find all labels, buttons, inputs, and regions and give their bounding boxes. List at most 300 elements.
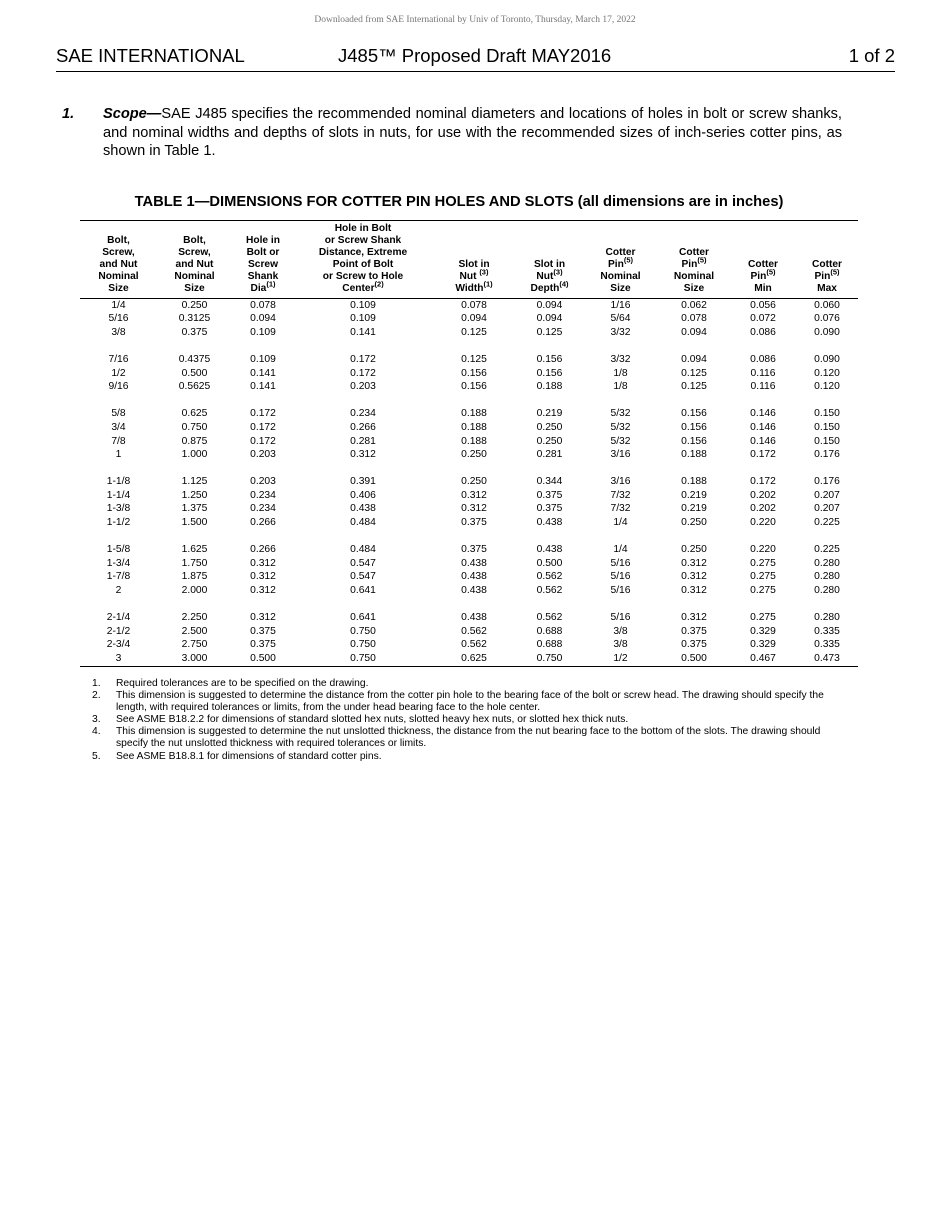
table-cell: 0.467: [730, 652, 796, 666]
table-cell: 0.688: [536, 625, 563, 637]
table-row: [80, 625, 858, 639]
table-cell: 0.203: [250, 476, 276, 488]
table-cell: 0.156: [536, 353, 563, 365]
table-cell: 0.4375: [178, 353, 211, 365]
table-cell: 0.090: [814, 353, 840, 365]
table-cell: 1/4: [613, 517, 628, 529]
table-cell: 1-1/8: [106, 476, 131, 488]
table-cell: 0.312: [681, 585, 707, 597]
table-row: [80, 407, 858, 421]
table-cell: 2: [115, 585, 122, 597]
table-cell: 0.473: [796, 652, 858, 666]
footnote-ref: (3): [479, 267, 489, 277]
table-cell: 0.072: [750, 313, 776, 325]
table-cell: 5/16: [108, 313, 129, 325]
table-cell: 0.280: [814, 557, 840, 569]
table-cell: 1.875: [181, 571, 208, 583]
table-cell: 0.094: [536, 299, 563, 311]
table-cell: 0.562: [536, 612, 563, 624]
column-header: [583, 221, 658, 299]
group-spacer: [80, 394, 858, 408]
table-cell: 0.562: [536, 571, 563, 583]
table-cell: 5/16: [610, 585, 631, 597]
table-cell: 0.202: [750, 489, 776, 501]
table-cell: 0.547: [350, 571, 376, 583]
table-row: [80, 421, 858, 435]
table-cell: 0.275: [750, 612, 776, 624]
table-cell: 5/16: [610, 571, 631, 583]
table-cell: 1-5/8: [106, 544, 131, 556]
column-header-line: Nut: [536, 271, 554, 283]
table-cell: 0.060: [814, 299, 840, 311]
table-row: [80, 326, 858, 340]
column-header-line: Dia: [250, 283, 267, 295]
spacer-cell: [80, 394, 858, 408]
table-cell: 0.312: [461, 489, 487, 501]
table-row: [80, 475, 858, 489]
table-cell: 0.150: [814, 408, 840, 420]
table-cell: 0.500: [536, 557, 563, 569]
footnote-item: [92, 678, 840, 690]
column-header: [294, 221, 432, 299]
table-cell: 0.750: [294, 652, 432, 666]
table-cell: 5/16: [610, 557, 631, 569]
table-cell: 0.266: [250, 517, 276, 529]
table-cell: 0.172: [250, 421, 276, 433]
page-number: 1 of 2: [848, 45, 895, 66]
column-header-line: Width: [455, 283, 484, 295]
table-cell: 0.076: [814, 313, 840, 325]
table-cell: 0.234: [350, 408, 376, 420]
table-cell: 9/16: [108, 381, 129, 393]
table-cell: 0.750: [350, 625, 376, 637]
table-cell: 0.094: [681, 353, 707, 365]
scope-text: SAE J485 specifies the recommended nominal diameters and locations of holes in bolt or screw shanks, and nominal widths and depths of slots in nuts, for use with the recommended sizes of inch-series cotter pins, as shown in Table 1.: [103, 106, 842, 160]
table-cell: 0.484: [350, 517, 376, 529]
table-cell: 0.125: [681, 367, 707, 379]
table-cell: 0.266: [350, 421, 376, 433]
table-cell: 0.188: [461, 421, 487, 433]
footnote-text: See ASME B18.2.2 for dimensions of standard slotted hex nuts, slotted heavy hex nuts, or slotted hex thick nuts.: [116, 714, 629, 726]
column-header: [157, 221, 232, 299]
table-cell: 2.500: [181, 625, 208, 637]
table-cell: 0.109: [250, 326, 276, 338]
table-cell: 0.203: [250, 449, 276, 461]
table-cell: 1-3/4: [106, 557, 131, 569]
table-cell: 1-1/4: [106, 489, 131, 501]
section-title: Scope: [103, 106, 147, 122]
column-header-line: Point of Bolt: [332, 259, 394, 271]
table-cell: 0.375: [536, 503, 563, 515]
table-cell: 0.625: [432, 652, 516, 666]
table-cell: 0.188: [681, 449, 707, 461]
table-cell: 0.220: [750, 517, 776, 529]
column-header-line: Cotter: [605, 247, 636, 259]
table-cell: 5/64: [610, 313, 631, 325]
table-cell: 7/32: [610, 503, 631, 515]
table-cell: 1.625: [181, 544, 208, 556]
table-cell: 0.156: [461, 381, 487, 393]
table-row: [80, 380, 858, 394]
footnote-number: 1.: [92, 678, 101, 689]
table-cell: 0.266: [250, 544, 276, 556]
table-cell: 1/16: [610, 299, 631, 311]
table-cell: 0.120: [814, 367, 840, 379]
table-cell: 0.625: [181, 408, 208, 420]
download-notice: Downloaded from SAE International by Univ of Toronto, Thursday, March 17, 2022: [314, 15, 636, 25]
table-cell: 2-3/4: [106, 639, 131, 651]
table-cell: 0.312: [681, 571, 707, 583]
column-header-line: Screw: [247, 259, 278, 271]
table-row: [80, 516, 858, 530]
table-cell: 1/2: [111, 367, 126, 379]
column-header: [796, 221, 858, 299]
footnotes: [92, 678, 840, 763]
column-header-line: Bolt or: [246, 247, 280, 259]
table-cell: 1-3/8: [106, 503, 131, 515]
table-cell: 0.188: [536, 381, 563, 393]
column-header-line: Nominal: [600, 271, 641, 283]
column-header-line: Cotter: [679, 247, 709, 259]
table-cell: 0.250: [181, 299, 208, 311]
column-header-line: or Screw to Hole: [322, 271, 404, 283]
table-cell: 0.250: [536, 435, 563, 447]
spacer-cell: [80, 339, 858, 353]
table-cell: 3/32: [610, 353, 631, 365]
table-cell: 0.750: [350, 639, 376, 651]
column-header: [232, 221, 294, 299]
table-cell: 0.172: [750, 476, 776, 488]
column-header-line: Min: [754, 283, 772, 295]
table-cell: 0.275: [750, 557, 776, 569]
footnote-ref: (5): [766, 267, 776, 277]
table-cell: 0.219: [681, 503, 707, 515]
table-cell: 0.078: [681, 313, 707, 325]
column-header-line: Cotter: [748, 259, 778, 271]
table-title: TABLE 1—DIMENSIONS FOR COTTER PIN HOLES AND SLOTS (all dimensions are in inches): [134, 194, 784, 210]
table-cell: 0.750: [516, 652, 583, 666]
table-cell: 0.312: [681, 612, 707, 624]
table-cell: 3/8: [111, 326, 126, 338]
table-cell: 7/16: [108, 353, 129, 365]
table-cell: 0.438: [536, 517, 563, 529]
table-cell: 0.056: [750, 299, 776, 311]
table-cell: 0.312: [350, 449, 376, 461]
table-cell: 1/4: [613, 544, 628, 556]
table-cell: 0.500: [232, 652, 294, 666]
table-cell: 1-7/8: [106, 571, 131, 583]
table-cell: 0.150: [814, 435, 840, 447]
table-cell: 0.156: [461, 367, 487, 379]
column-header-line: Size: [108, 283, 129, 295]
table-cell: 0.438: [536, 544, 563, 556]
table-cell: 0.120: [814, 381, 840, 393]
table-cell: 0.094: [536, 313, 563, 325]
table-row: [80, 611, 858, 625]
table-cell: 0.234: [250, 503, 276, 515]
footnote-ref: (1): [483, 280, 493, 290]
spacer-cell: [80, 462, 858, 476]
table-cell: 3.000: [157, 652, 232, 666]
table-cell: 1/8: [613, 381, 628, 393]
organization-name: SAE INTERNATIONAL: [56, 45, 245, 66]
table-cell: 0.125: [461, 353, 487, 365]
table-cell: 0.156: [681, 421, 707, 433]
table-cell: 1/8: [613, 367, 628, 379]
table-cell: 0.688: [536, 639, 563, 651]
table-cell: 0.219: [536, 408, 563, 420]
column-header-line: and Nut: [175, 259, 214, 271]
column-header-line: Depth: [530, 283, 560, 295]
table-cell: 3/8: [613, 625, 628, 637]
table-cell: 0.146: [750, 435, 776, 447]
column-header-line: Center: [342, 283, 375, 295]
column-header-line: Pin: [607, 259, 624, 271]
table-cell: 0.280: [814, 612, 840, 624]
table-cell: 0.188: [461, 435, 487, 447]
table-cell: 0.391: [350, 476, 376, 488]
table-row: [80, 638, 858, 652]
table-cell: 2.250: [181, 612, 208, 624]
column-header-line: Nut: [459, 271, 480, 283]
table-cell: 0.438: [461, 557, 487, 569]
table-cell: 0.086: [750, 353, 776, 365]
footnote-item: [92, 726, 840, 750]
column-header-line: Pin: [681, 259, 698, 271]
table-cell: 0.109: [350, 299, 376, 311]
column-header-line: Cotter: [812, 259, 842, 271]
table-cell: 0.312: [250, 585, 276, 597]
table-cell: 0.312: [461, 503, 487, 515]
table-cell: 0.172: [350, 353, 376, 365]
column-header-line: Screw,: [102, 247, 135, 259]
column-header: [730, 221, 796, 299]
column-header-line: Distance, Extreme: [318, 247, 408, 259]
column-header-line: or Screw Shank: [324, 235, 402, 247]
table-row: [80, 435, 858, 449]
table-cell: 0.109: [250, 353, 276, 365]
spacer-cell: [80, 530, 858, 544]
table-cell: 0.188: [461, 408, 487, 420]
scope-section: [62, 105, 842, 161]
table-cell: 0.156: [536, 367, 563, 379]
table-cell: 5/32: [610, 408, 631, 420]
column-header-line: Bolt,: [183, 235, 206, 247]
spacer-cell: [80, 598, 858, 612]
footnote-number: 5.: [92, 750, 101, 762]
table-cell: 0.641: [350, 585, 376, 597]
table-cell: 0.225: [814, 544, 840, 556]
table-cell: 0.125: [536, 326, 563, 338]
table-cell: 0.562: [461, 625, 487, 637]
table-cell: 0.329: [750, 639, 776, 651]
scope-paragraph: [103, 105, 842, 161]
table-cell: 1.000: [181, 449, 208, 461]
column-header-line: Nominal: [98, 271, 139, 283]
table-cell: 0.375: [681, 639, 707, 651]
table-cell: 7/8: [111, 435, 126, 447]
table-cell: 1: [115, 449, 122, 461]
table-cell: 3/8: [613, 639, 628, 651]
table-cell: 0.275: [750, 571, 776, 583]
footnote-number: 4.: [92, 726, 101, 738]
table-cell: 2-1/4: [106, 612, 131, 624]
table-row: [80, 652, 858, 666]
table-cell: 1.750: [181, 557, 208, 569]
table-cell: 0.344: [536, 476, 563, 488]
footnote-item: [92, 751, 840, 763]
table-row: [80, 502, 858, 516]
group-spacer: [80, 462, 858, 476]
table-cell: 3/16: [610, 476, 631, 488]
table-cell: 0.094: [681, 326, 707, 338]
footnote-text: See ASME B18.8.1 for dimensions of standard cotter pins.: [116, 750, 382, 762]
table-cell: 0.375: [461, 517, 487, 529]
table-cell: 0.250: [536, 421, 563, 433]
footnote-ref: (5): [830, 267, 840, 277]
table-cell: 0.3125: [178, 313, 211, 325]
table-row: [80, 489, 858, 503]
table-cell: 0.172: [250, 408, 276, 420]
footnote-number: 2.: [92, 690, 101, 702]
footnote-text: Required tolerances are to be specified on the drawing.: [116, 678, 369, 689]
column-header-line: Bolt,: [107, 235, 130, 247]
table-cell: 0.484: [350, 544, 376, 556]
table-cell: 0.280: [814, 571, 840, 583]
table-cell: 0.176: [814, 449, 840, 461]
table-cell: 0.188: [681, 476, 707, 488]
table-cell: 0.086: [750, 326, 776, 338]
table-cell: 5/8: [111, 408, 126, 420]
footnote-text: This dimension is suggested to determine the distance from the cotter pin hole to the bearing face of the bolt or screw head. The drawing should specify the length, with required tolerances or limits, from the under head bearing face to the hole center.: [116, 690, 824, 714]
table-cell: 5/32: [610, 435, 631, 447]
table-body: [80, 298, 858, 666]
table-cell: 0.562: [536, 585, 563, 597]
column-header-line: Nominal: [174, 271, 215, 283]
column-header-line: Shank: [247, 271, 279, 283]
footnote-ref: (5): [623, 255, 634, 265]
table-cell: 0.438: [350, 503, 376, 515]
table-cell: 2-1/2: [106, 625, 131, 637]
table-cell: 1.375: [181, 503, 208, 515]
table-cell: 0.375: [681, 625, 707, 637]
table-cell: 0.406: [350, 489, 376, 501]
table-cell: 0.090: [814, 326, 840, 338]
footnote-ref: (3): [553, 267, 563, 277]
table-cell: 0.156: [681, 435, 707, 447]
table-header-row: [80, 221, 858, 299]
group-spacer: [80, 339, 858, 353]
table-cell: 0.875: [181, 435, 208, 447]
table-cell: 0.172: [250, 435, 276, 447]
table-cell: 0.207: [814, 489, 840, 501]
table-cell: 0.141: [250, 381, 276, 393]
table-row: [80, 298, 858, 312]
table-cell: 0.250: [681, 517, 707, 529]
column-header-line: Hole in: [246, 235, 280, 247]
table-cell: 0.438: [461, 612, 487, 624]
table-cell: 0.150: [814, 421, 840, 433]
table-cell: 0.641: [350, 612, 376, 624]
section-title-dash: —: [146, 106, 162, 122]
column-header-line: Hole in Bolt: [334, 223, 392, 234]
table-cell: 0.207: [814, 503, 840, 515]
table-cell: 5/32: [610, 421, 631, 433]
table-cell: 3/16: [610, 449, 631, 461]
column-header-line: Size: [184, 283, 205, 295]
table-cell: 2.000: [181, 585, 208, 597]
column-header-line: Size: [610, 283, 631, 295]
table-cell: 0.375: [536, 489, 563, 501]
column-header-line: Size: [683, 283, 705, 295]
footnote-ref: (1): [266, 280, 276, 290]
table-cell: 0.172: [350, 367, 376, 379]
column-header-line: Nominal: [673, 271, 715, 283]
table-cell: 0.5625: [178, 381, 211, 393]
table-cell: 0.094: [461, 313, 487, 325]
footnote-ref: (2): [374, 280, 384, 290]
table-cell: 0.547: [350, 557, 376, 569]
table-cell: 0.109: [350, 313, 376, 325]
table-cell: 0.234: [250, 489, 276, 501]
table-cell: 0.375: [181, 326, 208, 338]
table-cell: 0.172: [750, 449, 776, 461]
column-header-line: Screw,: [178, 247, 211, 259]
table-cell: 1.500: [181, 517, 208, 529]
table-cell: 5/16: [610, 612, 631, 624]
table-cell: 3/32: [610, 326, 631, 338]
footnote-text: This dimension is suggested to determine the nut unslotted thickness, the distance from the nut bearing face to the bottom of the slots. The drawing should specify the nut unslotted thickness with required tolerances or limits.: [116, 726, 821, 750]
table-cell: 0.375: [250, 639, 276, 651]
table-cell: 0.275: [750, 585, 776, 597]
table-cell: 0.335: [814, 639, 840, 651]
footnote-ref: (5): [697, 255, 707, 265]
column-header: [80, 221, 157, 299]
table-cell: 0.312: [250, 557, 276, 569]
table-cell: 0.202: [750, 503, 776, 515]
table-cell: 0.280: [814, 585, 840, 597]
page-header: [56, 45, 895, 72]
table-cell: 3/4: [111, 421, 126, 433]
table-cell: 0.146: [750, 408, 776, 420]
table-cell: 1.125: [181, 476, 208, 488]
table-cell: 0.225: [814, 517, 840, 529]
table-cell: 0.335: [814, 625, 840, 637]
table-cell: 0.125: [461, 326, 487, 338]
column-header: [516, 221, 583, 299]
table-cell: 1/4: [111, 299, 126, 311]
footnote-number: 3.: [92, 714, 101, 726]
table-cell: 0.125: [681, 381, 707, 393]
document-id: J485™ Proposed Draft MAY2016: [338, 45, 612, 66]
column-header: [658, 221, 730, 299]
table-cell: 2.750: [181, 639, 208, 651]
table-cell: 1-1/2: [106, 517, 131, 529]
group-spacer: [80, 598, 858, 612]
table-cell: 0.438: [461, 585, 487, 597]
table-cell: 0.220: [750, 544, 776, 556]
table-cell: 0.078: [461, 299, 487, 311]
table-cell: 1/2: [583, 652, 658, 666]
column-header-line: Pin: [814, 271, 831, 283]
table-cell: 0.141: [250, 367, 276, 379]
table-cell: 0.141: [350, 326, 376, 338]
table-cell: 0.219: [681, 489, 707, 501]
table-cell: 0.062: [681, 299, 707, 311]
group-spacer: [80, 530, 858, 544]
table-cell: 0.156: [681, 408, 707, 420]
table-cell: 0.500: [181, 367, 208, 379]
